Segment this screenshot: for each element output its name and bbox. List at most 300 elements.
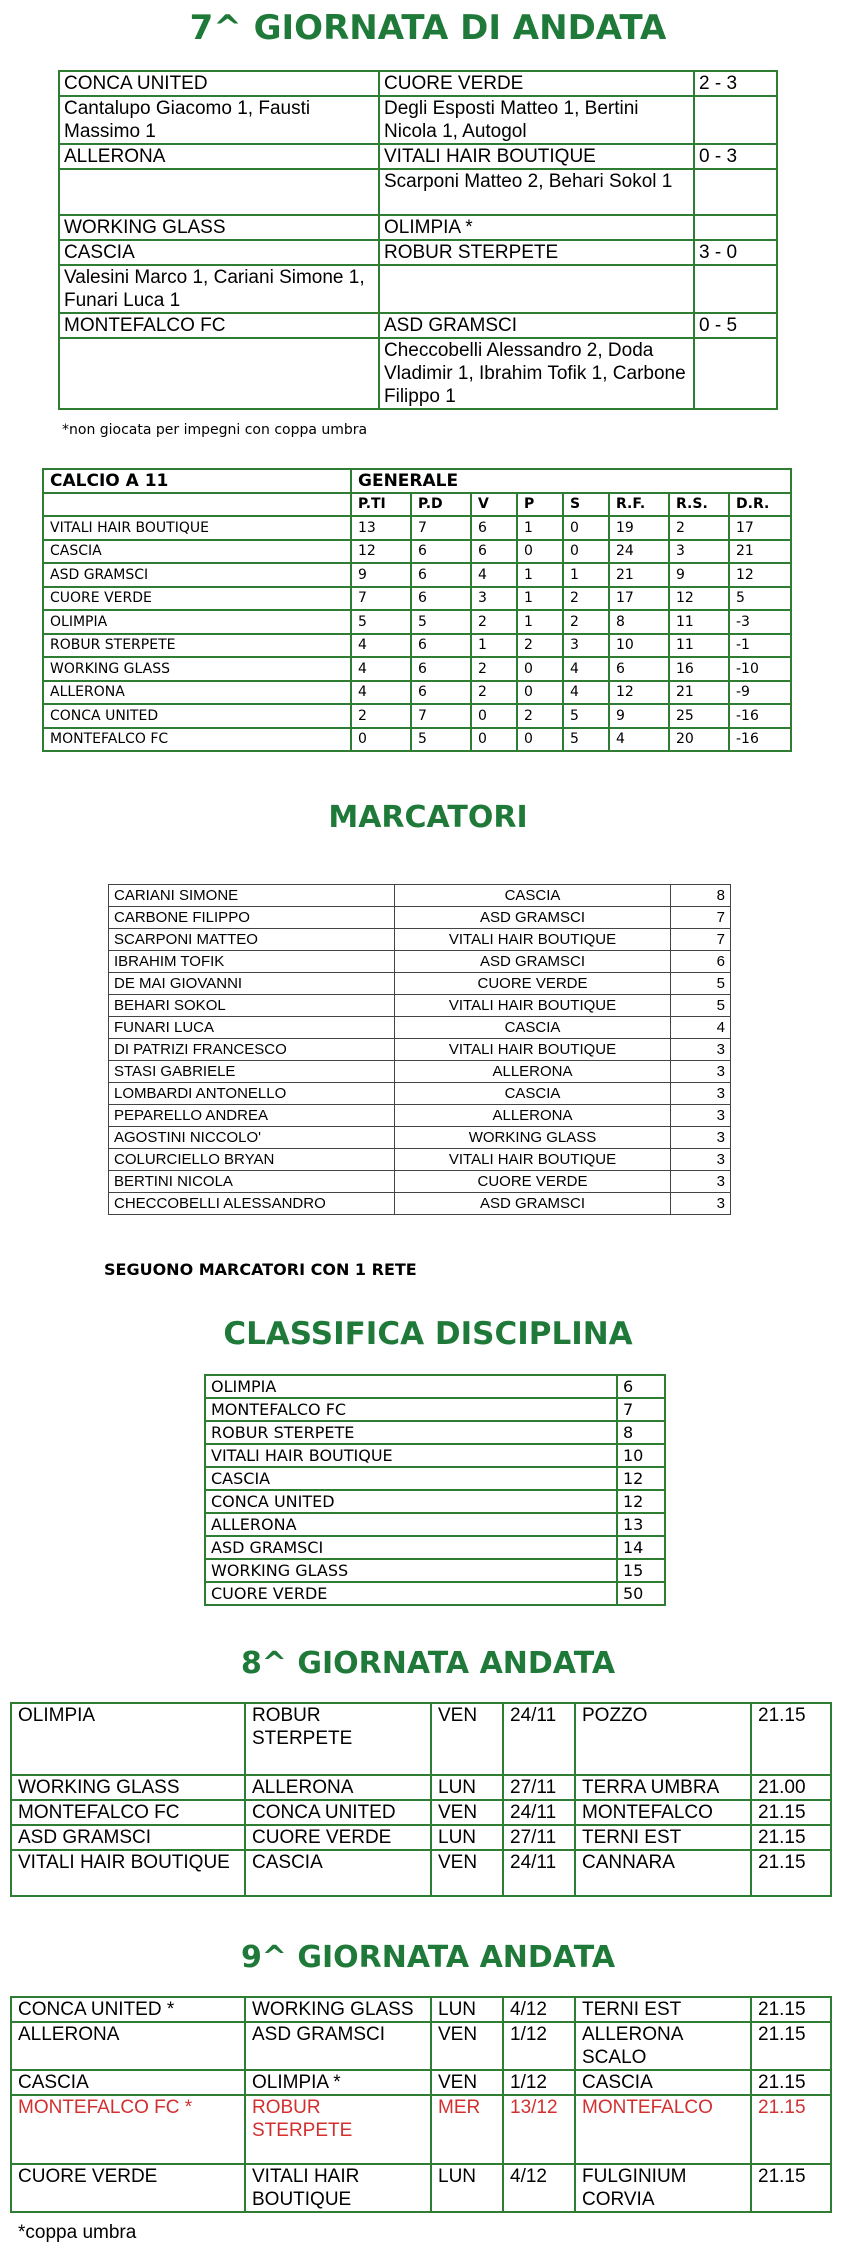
stat-cell: 0 [563,516,609,540]
scorer-goals-cell: 5 [671,973,731,995]
score-cell: 0 - 5 [694,313,777,338]
stat-cell: 2 [471,681,517,705]
team-name-cell: VITALI HAIR BOUTIQUE [43,516,351,540]
time-cell: 21.15 [751,1703,831,1775]
team-name-cell: ROBUR STERPETE [43,634,351,658]
date-cell: 24/11 [503,1850,575,1896]
stat-cell: 7 [411,516,471,540]
stat-cell: 1 [517,587,563,611]
away-cell: Degli Esposti Matteo 1, Bertini Nicola 1, Autogol [379,96,694,144]
discipline-team-cell: ASD GRAMSCI [205,1536,617,1559]
stat-cell: 2 [563,587,609,611]
time-cell: 21.15 [751,2022,831,2070]
scorer-goals-cell: 7 [671,929,731,951]
stat-cell: -16 [729,704,791,728]
scorer-row [109,995,731,1017]
stat-cell: 0 [351,728,411,752]
stat-cell: 17 [609,587,669,611]
scorer-team-cell: CASCIA [395,885,671,907]
date-cell: 27/11 [503,1825,575,1850]
round9-title: 9^ GIORNATA ANDATA [240,1940,616,1975]
standings-row [43,704,791,728]
date-cell: 4/12 [503,1997,575,2022]
stat-cell: 21 [669,681,729,705]
scorer-goals-cell: 7 [671,907,731,929]
away-cell: ROBUR STERPETE [379,240,694,265]
scorer-team-cell: CUORE VERDE [395,1171,671,1193]
venue-cell: CANNARA [575,1850,751,1896]
stat-cell: 4 [609,728,669,752]
standings-table [42,468,792,752]
standings-category: CALCIO A 11 [43,469,351,493]
day-cell: LUN [431,1775,503,1800]
discipline-team-cell: CONCA UNITED [205,1490,617,1513]
discipline-points-cell: 10 [617,1444,665,1467]
stat-cell: 4 [471,563,517,587]
discipline-points-cell: 7 [617,1398,665,1421]
away-cell: ASD GRAMSCI [379,313,694,338]
scorer-name-cell: AGOSTINI NICCOLO' [109,1127,395,1149]
scorer-name-cell: BERTINI NICOLA [109,1171,395,1193]
scorers-footer: SEGUONO MARCATORI CON 1 RETE [104,1260,417,1279]
standings-row [43,657,791,681]
venue-cell: MONTEFALCO [575,2095,751,2164]
discipline-row [205,1559,665,1582]
discipline-row [205,1513,665,1536]
round7-row [59,265,777,313]
home-cell: MONTEFALCO FC [59,313,379,338]
stat-cell: 3 [563,634,609,658]
home-team-cell: MONTEFALCO FC * [11,2095,245,2164]
stat-cell: 2 [669,516,729,540]
stat-cell: 16 [669,657,729,681]
day-cell: LUN [431,1825,503,1850]
scorer-goals-cell: 3 [671,1149,731,1171]
stat-cell: 7 [351,587,411,611]
stat-cell: 2 [471,610,517,634]
day-cell: VEN [431,1703,503,1775]
stat-cell: 17 [729,516,791,540]
round7-title: 7^ GIORNATA DI ANDATA [189,8,667,48]
discipline-points-cell: 6 [617,1375,665,1398]
team-name-cell: ALLERONA [43,681,351,705]
discipline-points-cell: 12 [617,1467,665,1490]
standings-column-header: S [563,493,609,517]
discipline-table [204,1374,666,1606]
stat-cell: 4 [563,681,609,705]
stat-cell: -3 [729,610,791,634]
home-cell: CONCA UNITED [59,71,379,96]
scorer-goals-cell: 8 [671,885,731,907]
stat-cell: 12 [609,681,669,705]
venue-cell: ALLERONA SCALO [575,2022,751,2070]
home-team-cell: MONTEFALCO FC [11,1800,245,1825]
venue-cell: CASCIA [575,2070,751,2095]
scorer-goals-cell: 4 [671,1017,731,1039]
scorer-goals-cell: 3 [671,1039,731,1061]
stat-cell: 6 [411,587,471,611]
scorer-name-cell: STASI GABRIELE [109,1061,395,1083]
away-team-cell: OLIMPIA * [245,2070,431,2095]
round7-note: *non giocata per impegni con coppa umbra [62,422,368,438]
stat-cell: 0 [471,728,517,752]
day-cell: VEN [431,2022,503,2070]
stat-cell: 6 [411,563,471,587]
standings-row [43,516,791,540]
stat-cell: 3 [471,587,517,611]
scorer-team-cell: CUORE VERDE [395,973,671,995]
scorer-name-cell: CARBONE FILIPPO [109,907,395,929]
standings-group: GENERALE [351,469,791,493]
standings-column-header: D.R. [729,493,791,517]
scorer-team-cell: VITALI HAIR BOUTIQUE [395,929,671,951]
discipline-row [205,1490,665,1513]
score-cell [694,338,777,409]
fixture-row [11,1800,831,1825]
scorer-goals-cell: 3 [671,1105,731,1127]
stat-cell: 5 [729,587,791,611]
team-name-cell: ASD GRAMSCI [43,563,351,587]
scorer-team-cell: WORKING GLASS [395,1127,671,1149]
away-cell: Checcobelli Alessandro 2, Doda Vladimir 1, Ibrahim Tofik 1, Carbone Filippo 1 [379,338,694,409]
standings-row [43,563,791,587]
time-cell: 21.15 [751,1825,831,1850]
stat-cell: 1 [517,563,563,587]
home-cell: WORKING GLASS [59,215,379,240]
round7-results-table [58,70,778,410]
discipline-points-cell: 15 [617,1559,665,1582]
team-name-cell: MONTEFALCO FC [43,728,351,752]
home-cell: CASCIA [59,240,379,265]
fixture-row [11,1825,831,1850]
day-cell: LUN [431,1997,503,2022]
stat-cell: 3 [669,540,729,564]
home-cell [59,338,379,409]
scorer-row [109,1083,731,1105]
scorer-team-cell: CASCIA [395,1017,671,1039]
date-cell: 1/12 [503,2070,575,2095]
date-cell: 24/11 [503,1800,575,1825]
fixture-row [11,2022,831,2070]
stat-cell: 24 [609,540,669,564]
stat-cell: 12 [729,563,791,587]
stat-cell: 4 [351,634,411,658]
away-cell: VITALI HAIR BOUTIQUE [379,144,694,169]
scorer-goals-cell: 3 [671,1083,731,1105]
home-team-cell: ASD GRAMSCI [11,1825,245,1850]
scorer-row [109,1105,731,1127]
scorers-table [108,884,731,1215]
standings-row [43,540,791,564]
venue-cell: TERRA UMBRA [575,1775,751,1800]
scorer-goals-cell: 3 [671,1061,731,1083]
away-cell: Scarponi Matteo 2, Behari Sokol 1 [379,169,694,215]
scorer-name-cell: LOMBARDI ANTONELLO [109,1083,395,1105]
score-cell: 0 - 3 [694,144,777,169]
stat-cell: 8 [609,610,669,634]
day-cell: VEN [431,1800,503,1825]
discipline-team-cell: ALLERONA [205,1513,617,1536]
stat-cell: 11 [669,610,729,634]
date-cell: 27/11 [503,1775,575,1800]
away-team-cell: CONCA UNITED [245,1800,431,1825]
away-team-cell: ROBUR STERPETE [245,2095,431,2164]
home-team-cell: OLIMPIA [11,1703,245,1775]
round7-row [59,338,777,409]
score-cell: 2 - 3 [694,71,777,96]
home-team-cell: ALLERONA [11,2022,245,2070]
fixture-row [11,2095,831,2164]
stat-cell: -10 [729,657,791,681]
fixture-row [11,1775,831,1800]
discipline-team-cell: MONTEFALCO FC [205,1398,617,1421]
stat-cell: 5 [563,704,609,728]
discipline-row [205,1421,665,1444]
date-cell: 24/11 [503,1703,575,1775]
round7-row [59,169,777,215]
stat-cell: 6 [471,516,517,540]
round7-row [59,215,777,240]
stat-cell: 4 [563,657,609,681]
round7-row [59,96,777,144]
discipline-row [205,1582,665,1605]
discipline-team-cell: VITALI HAIR BOUTIQUE [205,1444,617,1467]
time-cell: 21.15 [751,1997,831,2022]
fixture-row [11,1997,831,2022]
stat-cell: 6 [411,681,471,705]
stat-cell: 4 [351,657,411,681]
stat-cell: 6 [609,657,669,681]
stat-cell: 6 [411,540,471,564]
team-name-cell: WORKING GLASS [43,657,351,681]
home-cell: Valesini Marco 1, Cariani Simone 1, Funari Luca 1 [59,265,379,313]
scorer-name-cell: DI PATRIZI FRANCESCO [109,1039,395,1061]
stat-cell: 2 [517,704,563,728]
scorer-goals-cell: 3 [671,1127,731,1149]
discipline-team-cell: WORKING GLASS [205,1559,617,1582]
discipline-points-cell: 50 [617,1582,665,1605]
team-name-cell: CASCIA [43,540,351,564]
stat-cell: 2 [351,704,411,728]
day-cell: MER [431,2095,503,2164]
discipline-team-cell: OLIMPIA [205,1375,617,1398]
stat-cell: 21 [609,563,669,587]
stat-cell: 2 [471,657,517,681]
discipline-points-cell: 8 [617,1421,665,1444]
scorer-name-cell: IBRAHIM TOFIK [109,951,395,973]
home-team-cell: CASCIA [11,2070,245,2095]
discipline-row [205,1375,665,1398]
stat-cell: 1 [517,516,563,540]
away-cell: CUORE VERDE [379,71,694,96]
stat-cell: 1 [563,563,609,587]
stat-cell: -1 [729,634,791,658]
discipline-points-cell: 14 [617,1536,665,1559]
time-cell: 21.15 [751,2095,831,2164]
stat-cell: 2 [563,610,609,634]
scorer-team-cell: VITALI HAIR BOUTIQUE [395,1149,671,1171]
round7-row [59,71,777,96]
scorer-row [109,951,731,973]
team-name-cell: CUORE VERDE [43,587,351,611]
scorer-team-cell: ALLERONA [395,1061,671,1083]
standings-row [43,728,791,752]
scorer-goals-cell: 3 [671,1193,731,1215]
scorer-goals-cell: 5 [671,995,731,1017]
round9-fixtures-table [10,1996,832,2213]
round8-fixtures-table [10,1702,832,1897]
scorer-team-cell: ASD GRAMSCI [395,951,671,973]
fixture-row [11,1850,831,1896]
away-team-cell: CASCIA [245,1850,431,1896]
stat-cell: 6 [411,657,471,681]
scorer-team-cell: VITALI HAIR BOUTIQUE [395,1039,671,1061]
score-cell: 3 - 0 [694,240,777,265]
scorer-team-cell: ASD GRAMSCI [395,907,671,929]
stat-cell: 6 [471,540,517,564]
discipline-row [205,1444,665,1467]
scorer-row [109,1193,731,1215]
stat-cell: 1 [471,634,517,658]
standings-column-header: P.D [411,493,471,517]
stat-cell: 9 [669,563,729,587]
stat-cell: 0 [517,657,563,681]
round7-row [59,313,777,338]
standings-column-header: R.S. [669,493,729,517]
scorer-row [109,1149,731,1171]
stat-cell: 9 [609,704,669,728]
away-team-cell: WORKING GLASS [245,1997,431,2022]
standings-column-header: P.TI [351,493,411,517]
stat-cell: 0 [563,540,609,564]
stat-cell: 10 [609,634,669,658]
stat-cell: 21 [729,540,791,564]
home-team-cell: WORKING GLASS [11,1775,245,1800]
stat-cell: 12 [669,587,729,611]
home-cell: Cantalupo Giacomo 1, Fausti Massimo 1 [59,96,379,144]
away-team-cell: CUORE VERDE [245,1825,431,1850]
scorer-name-cell: PEPARELLO ANDREA [109,1105,395,1127]
venue-cell: MONTEFALCO [575,1800,751,1825]
scorer-name-cell: BEHARI SOKOL [109,995,395,1017]
team-name-cell: CONCA UNITED [43,704,351,728]
venue-cell: FULGINIUM CORVIA [575,2164,751,2212]
scorer-name-cell: CHECCOBELLI ALESSANDRO [109,1193,395,1215]
scorer-row [109,973,731,995]
stat-cell: 9 [351,563,411,587]
day-cell: LUN [431,2164,503,2212]
team-name-cell: OLIMPIA [43,610,351,634]
discipline-team-cell: CASCIA [205,1467,617,1490]
standings-column-header: R.F. [609,493,669,517]
away-team-cell: VITALI HAIR BOUTIQUE [245,2164,431,2212]
stat-cell: 25 [669,704,729,728]
stat-cell: 7 [411,704,471,728]
time-cell: 21.15 [751,2164,831,2212]
discipline-team-cell: ROBUR STERPETE [205,1421,617,1444]
time-cell: 21.15 [751,2070,831,2095]
stat-cell: 0 [471,704,517,728]
date-cell: 13/12 [503,2095,575,2164]
scorer-name-cell: FUNARI LUCA [109,1017,395,1039]
time-cell: 21.15 [751,1850,831,1896]
stat-cell: 5 [563,728,609,752]
time-cell: 21.00 [751,1775,831,1800]
scorer-row [109,1171,731,1193]
stat-cell: -16 [729,728,791,752]
stat-cell: 5 [411,610,471,634]
stat-cell: 1 [517,610,563,634]
scorer-name-cell: SCARPONI MATTEO [109,929,395,951]
scorer-name-cell: COLURCIELLO BRYAN [109,1149,395,1171]
scorer-team-cell: CASCIA [395,1083,671,1105]
away-cell [379,265,694,313]
stat-cell: 19 [609,516,669,540]
venue-cell: POZZO [575,1703,751,1775]
scorer-name-cell: CARIANI SIMONE [109,885,395,907]
scorer-goals-cell: 3 [671,1171,731,1193]
discipline-points-cell: 12 [617,1490,665,1513]
score-cell [694,215,777,240]
date-cell: 1/12 [503,2022,575,2070]
date-cell: 4/12 [503,2164,575,2212]
stat-cell: 12 [351,540,411,564]
discipline-team-cell: CUORE VERDE [205,1582,617,1605]
round8-title: 8^ GIORNATA ANDATA [240,1646,616,1681]
score-cell [694,169,777,215]
home-team-cell: CONCA UNITED * [11,1997,245,2022]
scorer-row [109,907,731,929]
scorer-row [109,1127,731,1149]
home-team-cell: VITALI HAIR BOUTIQUE [11,1850,245,1896]
stat-cell: 5 [411,728,471,752]
stat-cell: 0 [517,728,563,752]
scorer-row [109,1017,731,1039]
fixture-row [11,2070,831,2095]
scorer-goals-cell: 6 [671,951,731,973]
standings-column-header: V [471,493,517,517]
scorer-team-cell: VITALI HAIR BOUTIQUE [395,995,671,1017]
discipline-row [205,1467,665,1490]
home-cell [59,169,379,215]
day-cell: VEN [431,2070,503,2095]
time-cell: 21.15 [751,1800,831,1825]
standings-row [43,610,791,634]
scorer-team-cell: ALLERONA [395,1105,671,1127]
stat-cell: 5 [351,610,411,634]
scorer-row [109,885,731,907]
home-team-cell: CUORE VERDE [11,2164,245,2212]
discipline-row [205,1536,665,1559]
away-team-cell: ASD GRAMSCI [245,2022,431,2070]
scorer-team-cell: ASD GRAMSCI [395,1193,671,1215]
round9-note: *coppa umbra [18,2222,137,2243]
scorer-row [109,929,731,951]
stat-cell: 4 [351,681,411,705]
away-team-cell: ALLERONA [245,1775,431,1800]
stat-cell: 13 [351,516,411,540]
stat-cell: -9 [729,681,791,705]
scorers-title: MARCATORI [328,800,528,835]
discipline-points-cell: 13 [617,1513,665,1536]
stat-cell: 11 [669,634,729,658]
stat-cell: 6 [411,634,471,658]
stat-cell: 0 [517,540,563,564]
venue-cell: TERNI EST [575,1825,751,1850]
away-cell: OLIMPIA * [379,215,694,240]
standings-column-header: P [517,493,563,517]
scorer-row [109,1039,731,1061]
